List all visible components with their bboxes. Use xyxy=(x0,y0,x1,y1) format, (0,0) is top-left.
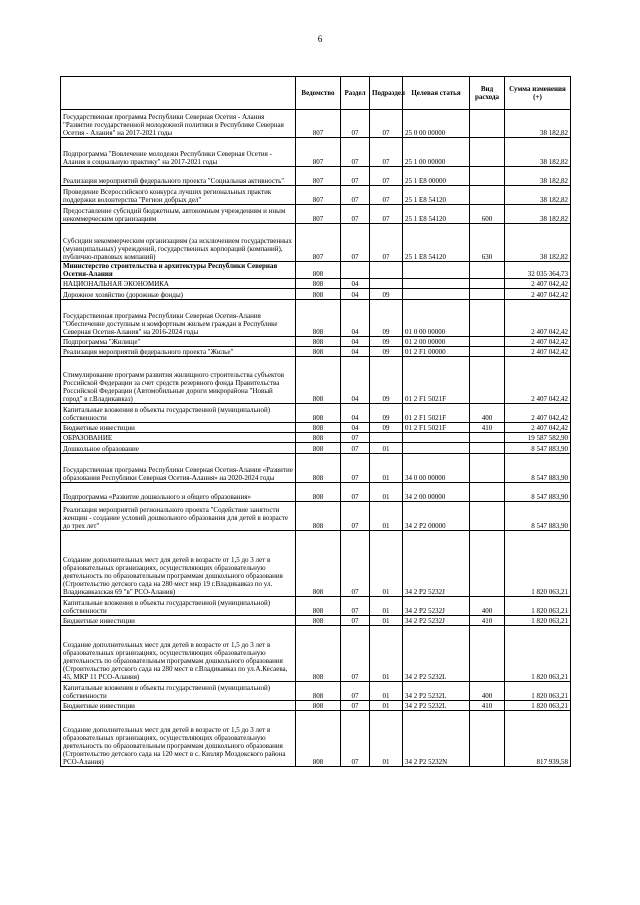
cell-csr: 34 2 P2 00000 xyxy=(403,502,470,531)
cell-razdel: 07 xyxy=(341,138,370,167)
cell-vr xyxy=(470,454,505,483)
cell-sum: 2 407 042,42 xyxy=(505,337,571,347)
cell-podrazdel: 01 xyxy=(370,616,403,626)
cell-podrazdel: 09 xyxy=(370,404,403,423)
table-row xyxy=(61,483,571,502)
cell-csr: 25 1 E8 00000 xyxy=(403,167,470,186)
cell-vedomstvo: 808 xyxy=(296,616,341,626)
cell-vedomstvo: 807 xyxy=(296,110,341,138)
cell-podrazdel: 01 xyxy=(370,454,403,483)
cell-csr xyxy=(403,262,470,279)
cell-podrazdel: 01 xyxy=(370,597,403,616)
cell-vr: 410 xyxy=(470,616,505,626)
cell-sum: 19 587 582,90 xyxy=(505,433,571,443)
cell-podrazdel: 09 xyxy=(370,347,403,357)
header-razdel: Раздел xyxy=(341,77,370,110)
cell-csr: 01 2 F1 5021F xyxy=(403,404,470,423)
cell-podrazdel: 07 xyxy=(370,110,403,138)
cell-sum: 1 820 063,21 xyxy=(505,531,571,597)
cell-vedomstvo: 808 xyxy=(296,682,341,701)
cell-razdel: 04 xyxy=(341,337,370,347)
cell-vedomstvo: 808 xyxy=(296,404,341,423)
table-row xyxy=(61,110,571,138)
table-row xyxy=(61,224,571,262)
cell-podrazdel: 07 xyxy=(370,167,403,186)
table-row xyxy=(61,616,571,626)
cell-razdel: 07 xyxy=(341,682,370,701)
cell-vedomstvo: 807 xyxy=(296,138,341,167)
cell-vr xyxy=(470,531,505,597)
cell-razdel: 07 xyxy=(341,224,370,262)
cell-csr: 01 2 F1 5021F xyxy=(403,357,470,404)
cell-vedomstvo: 808 xyxy=(296,454,341,483)
cell-sum: 2 407 042,42 xyxy=(505,423,571,433)
cell-name: Бюджетные инвестиции xyxy=(61,423,296,433)
table-row xyxy=(61,404,571,423)
cell-sum: 38 182,82 xyxy=(505,167,571,186)
cell-vr: 400 xyxy=(470,682,505,701)
cell-podrazdel: 01 xyxy=(370,443,403,454)
cell-vedomstvo: 807 xyxy=(296,186,341,205)
budget-table xyxy=(60,76,571,767)
cell-podrazdel xyxy=(370,279,403,289)
cell-sum: 1 820 063,21 xyxy=(505,616,571,626)
cell-sum: 2 407 042,42 xyxy=(505,357,571,404)
cell-vedomstvo: 808 xyxy=(296,262,341,279)
table-row xyxy=(61,186,571,205)
cell-sum: 38 182,82 xyxy=(505,138,571,167)
cell-name: Капитальные вложения в объекты государственной (муниципальной) собственности xyxy=(61,597,296,616)
cell-sum: 38 182,82 xyxy=(505,186,571,205)
table-row xyxy=(61,682,571,701)
cell-razdel: 07 xyxy=(341,701,370,711)
cell-csr xyxy=(403,433,470,443)
table-row xyxy=(61,454,571,483)
cell-name: ОБРАЗОВАНИЕ xyxy=(61,433,296,443)
cell-podrazdel: 07 xyxy=(370,186,403,205)
cell-csr: 34 2 P2 5232J xyxy=(403,531,470,597)
cell-razdel: 07 xyxy=(341,626,370,682)
cell-csr: 34 2 P2 5232J xyxy=(403,616,470,626)
cell-name: Капитальные вложения в объекты государственной (муниципальной) собственности xyxy=(61,404,296,423)
cell-podrazdel: 07 xyxy=(370,224,403,262)
cell-sum: 1 820 063,21 xyxy=(505,701,571,711)
cell-sum: 8 547 883,90 xyxy=(505,443,571,454)
cell-csr: 25 1 00 00000 xyxy=(403,138,470,167)
cell-vedomstvo: 808 xyxy=(296,347,341,357)
cell-csr: 25 1 E8 54120 xyxy=(403,205,470,224)
cell-razdel: 04 xyxy=(341,279,370,289)
cell-csr: 25 0 00 00000 xyxy=(403,110,470,138)
header-vr: Вид расхода xyxy=(470,77,505,110)
cell-vr xyxy=(470,502,505,531)
cell-razdel: 07 xyxy=(341,616,370,626)
cell-razdel: 07 xyxy=(341,597,370,616)
cell-vedomstvo: 807 xyxy=(296,167,341,186)
table-row xyxy=(61,423,571,433)
cell-vedomstvo: 808 xyxy=(296,531,341,597)
cell-sum: 8 547 883,90 xyxy=(505,502,571,531)
cell-podrazdel: 07 xyxy=(370,205,403,224)
cell-name: Создание дополнительных мест для детей в возрасте от 1,5 до 3 лет в образовательных организациях, осуществляющих образовательную деятельность по образовательным программам дошкольного образования (Строительство детского сада на 280 мест мкр 19 г.Владикавказ по ул. Владикавказская 69 "в" РСО-Алания) xyxy=(61,531,296,597)
cell-podrazdel: 01 xyxy=(370,531,403,597)
cell-vr xyxy=(470,626,505,682)
cell-vr xyxy=(470,443,505,454)
cell-podrazdel: 01 xyxy=(370,502,403,531)
cell-name: Предоставление субсидий бюджетным, автономным учреждениям и иным некоммерческим организациям xyxy=(61,205,296,224)
cell-vr xyxy=(470,262,505,279)
cell-razdel: 07 xyxy=(341,205,370,224)
cell-sum: 1 820 063,21 xyxy=(505,597,571,616)
cell-csr: 25 1 E8 54120 xyxy=(403,224,470,262)
cell-vr xyxy=(470,279,505,289)
cell-vedomstvo: 807 xyxy=(296,224,341,262)
cell-csr xyxy=(403,289,470,300)
cell-podrazdel: 01 xyxy=(370,626,403,682)
cell-vr: 400 xyxy=(470,597,505,616)
cell-vr xyxy=(470,138,505,167)
cell-vr xyxy=(470,186,505,205)
cell-name: Стимулирование программ развития жилищного строительства субъектов Российской Федерации за счет средств резервного фонда Правительства Российской Федерации (Автомобильные дороги микрорайона "Новый город" в г.Владикавказ) xyxy=(61,357,296,404)
cell-csr xyxy=(403,443,470,454)
cell-name: Капитальные вложения в объекты государственной (муниципальной) собственности xyxy=(61,682,296,701)
cell-vedomstvo: 807 xyxy=(296,205,341,224)
cell-podrazdel: 09 xyxy=(370,300,403,337)
cell-vr xyxy=(470,711,505,767)
table-body xyxy=(61,110,571,767)
cell-csr: 25 1 E8 54120 xyxy=(403,186,470,205)
cell-sum: 38 182,82 xyxy=(505,205,571,224)
cell-vr xyxy=(470,167,505,186)
cell-sum: 8 547 883,90 xyxy=(505,454,571,483)
cell-csr: 34 2 P2 5232N xyxy=(403,711,470,767)
cell-podrazdel: 01 xyxy=(370,711,403,767)
header-vedomstvo: Ведомство xyxy=(296,77,341,110)
cell-csr: 01 0 00 00000 xyxy=(403,300,470,337)
page-number: 6 xyxy=(317,34,323,44)
cell-vr: 630 xyxy=(470,224,505,262)
table-row xyxy=(61,167,571,186)
cell-vr xyxy=(470,483,505,502)
cell-vedomstvo: 808 xyxy=(296,289,341,300)
table-row xyxy=(61,279,571,289)
cell-vedomstvo: 808 xyxy=(296,443,341,454)
cell-vr: 600 xyxy=(470,205,505,224)
cell-vr xyxy=(470,337,505,347)
cell-csr: 34 2 P2 5232L xyxy=(403,682,470,701)
cell-csr: 34 0 00 00000 xyxy=(403,454,470,483)
cell-razdel: 04 xyxy=(341,404,370,423)
table-row xyxy=(61,597,571,616)
table-row xyxy=(61,711,571,767)
cell-csr: 34 2 P2 5232L xyxy=(403,701,470,711)
cell-vr xyxy=(470,110,505,138)
cell-sum: 38 182,82 xyxy=(505,110,571,138)
cell-sum: 8 547 883,90 xyxy=(505,483,571,502)
cell-csr xyxy=(403,279,470,289)
cell-podrazdel: 09 xyxy=(370,289,403,300)
table-row xyxy=(61,205,571,224)
table-row xyxy=(61,502,571,531)
cell-razdel: 04 xyxy=(341,347,370,357)
cell-csr: 01 2 F1 00000 xyxy=(403,347,470,357)
table-header-row xyxy=(61,77,571,110)
cell-razdel: 07 xyxy=(341,167,370,186)
table-row xyxy=(61,626,571,682)
cell-sum: 32 035 364,73 xyxy=(505,262,571,279)
cell-csr: 34 2 P2 5232J xyxy=(403,597,470,616)
cell-vr xyxy=(470,357,505,404)
table-row xyxy=(61,300,571,337)
cell-razdel xyxy=(341,262,370,279)
cell-name: Подпрограмма «Развитие дошкольного и общего образования» xyxy=(61,483,296,502)
header-name xyxy=(61,77,296,110)
cell-podrazdel: 09 xyxy=(370,357,403,404)
table-row xyxy=(61,347,571,357)
cell-podrazdel: 01 xyxy=(370,701,403,711)
cell-razdel: 07 xyxy=(341,443,370,454)
cell-vedomstvo: 808 xyxy=(296,711,341,767)
cell-sum: 2 407 042,42 xyxy=(505,300,571,337)
cell-name: Субсидии некоммерческим организациям (за исключением государственных (муниципальных) учреждений, государственных корпораций (компаний), публично-правовых компаний) xyxy=(61,224,296,262)
cell-podrazdel xyxy=(370,262,403,279)
cell-razdel: 04 xyxy=(341,423,370,433)
header-sum: Сумма изменения (+) xyxy=(505,77,571,110)
cell-razdel: 07 xyxy=(341,711,370,767)
cell-vr xyxy=(470,433,505,443)
cell-name: Дошкольное образование xyxy=(61,443,296,454)
cell-name: Бюджетные инвестиции xyxy=(61,701,296,711)
cell-razdel: 04 xyxy=(341,289,370,300)
cell-podrazdel xyxy=(370,433,403,443)
cell-name: Бюджетные инвестиции xyxy=(61,616,296,626)
cell-csr: 34 2 00 00000 xyxy=(403,483,470,502)
cell-sum: 2 407 042,42 xyxy=(505,404,571,423)
cell-podrazdel: 09 xyxy=(370,337,403,347)
cell-podrazdel: 01 xyxy=(370,682,403,701)
table-row xyxy=(61,337,571,347)
cell-csr: 34 2 P2 5232L xyxy=(403,626,470,682)
cell-razdel: 04 xyxy=(341,300,370,337)
cell-vedomstvo: 808 xyxy=(296,502,341,531)
cell-razdel: 07 xyxy=(341,110,370,138)
cell-vedomstvo: 808 xyxy=(296,701,341,711)
cell-sum: 2 407 042,42 xyxy=(505,347,571,357)
cell-name: Создание дополнительных мест для детей в возрасте от 1,5 до 3 лет в образовательных организациях, осуществляющих образовательную деятельность по образовательным программам дошкольного образования (Строительство детского сада на 280 мест в г.Владикавказ по ул.А.Кесаева, 45, МКР 11 РСО-Алания) xyxy=(61,626,296,682)
cell-name: Реализация мероприятий регионального проекта "Содействие занятости женщин - создание условий дошкольного образования для детей в возрасте до трех лет" xyxy=(61,502,296,531)
cell-name: НАЦИОНАЛЬНАЯ ЭКОНОМИКА xyxy=(61,279,296,289)
cell-podrazdel: 01 xyxy=(370,483,403,502)
cell-sum: 1 820 063,21 xyxy=(505,626,571,682)
cell-sum: 38 182,82 xyxy=(505,224,571,262)
cell-razdel: 07 xyxy=(341,433,370,443)
cell-csr: 01 2 F1 5021F xyxy=(403,423,470,433)
cell-vr: 400 xyxy=(470,404,505,423)
table-row xyxy=(61,701,571,711)
cell-sum: 817 939,58 xyxy=(505,711,571,767)
table-row xyxy=(61,138,571,167)
cell-sum: 2 407 042,42 xyxy=(505,289,571,300)
cell-vedomstvo: 808 xyxy=(296,626,341,682)
cell-vedomstvo: 808 xyxy=(296,483,341,502)
cell-name: Государственная программа Республики Северная Осетия - Алания "Развитие государственной молодежной политики в Республике Северная Осетия - Алания" на 2017-2021 годы xyxy=(61,110,296,138)
cell-name: Проведение Всероссийского конкурса лучших региональных практик поддержки волонтерства "Регион добрых дел" xyxy=(61,186,296,205)
cell-vr xyxy=(470,347,505,357)
cell-name: Создание дополнительных мест для детей в возрасте от 1,5 до 3 лет в образовательных организациях, осуществляющих образовательную деятельность по образовательным программам дошкольного образования (Строительство детского сада на 120 мест в с. Кизляр Моздокского района РСО-Алания) xyxy=(61,711,296,767)
cell-razdel: 07 xyxy=(341,454,370,483)
table-row xyxy=(61,357,571,404)
cell-vr xyxy=(470,289,505,300)
cell-vedomstvo: 808 xyxy=(296,597,341,616)
cell-sum: 1 820 063,21 xyxy=(505,682,571,701)
table-row xyxy=(61,443,571,454)
cell-vedomstvo: 808 xyxy=(296,279,341,289)
cell-vedomstvo: 808 xyxy=(296,337,341,347)
cell-vr: 410 xyxy=(470,701,505,711)
cell-vedomstvo: 808 xyxy=(296,357,341,404)
cell-vr: 410 xyxy=(470,423,505,433)
cell-name: Государственная программа Республики Северная Осетия-Алания "Обеспечение доступным и комфортным жильем граждан в Республике Северная Осетия-Алания" на 2016-2024 годы xyxy=(61,300,296,337)
cell-razdel: 07 xyxy=(341,502,370,531)
cell-name: Реализация мероприятий федерального проекта "Жилье" xyxy=(61,347,296,357)
cell-vedomstvo: 808 xyxy=(296,423,341,433)
header-csr: Целевая статья xyxy=(403,77,470,110)
cell-name: Дорожное хозяйство (дорожные фонды) xyxy=(61,289,296,300)
table-row xyxy=(61,262,571,279)
cell-name: Реализация мероприятий федерального проекта "Социальная активность" xyxy=(61,167,296,186)
table-row xyxy=(61,433,571,443)
cell-sum: 2 407 042,42 xyxy=(505,279,571,289)
header-podrazdel: Подраздел xyxy=(370,77,403,110)
cell-razdel: 07 xyxy=(341,483,370,502)
cell-podrazdel: 09 xyxy=(370,423,403,433)
cell-vedomstvo: 808 xyxy=(296,433,341,443)
cell-podrazdel: 07 xyxy=(370,138,403,167)
cell-name: Министерство строительства и архитектуры Республики Северная Осетия-Алания xyxy=(61,262,296,279)
cell-razdel: 07 xyxy=(341,531,370,597)
table-row xyxy=(61,531,571,597)
cell-name: Государственная программа Республики Северная Осетия-Алания «Развитие образования Республики Северная Осетия-Алания» на 2020-2024 годы xyxy=(61,454,296,483)
cell-razdel: 07 xyxy=(341,186,370,205)
cell-name: Подпрограмма "Вовлечение молодежи Республики Северная Осетия - Алания в социальную практику" на 2017-2021 годы xyxy=(61,138,296,167)
table-row xyxy=(61,289,571,300)
cell-name: Подпрограмма "Жилище" xyxy=(61,337,296,347)
cell-razdel: 04 xyxy=(341,357,370,404)
cell-vr xyxy=(470,300,505,337)
cell-csr: 01 2 00 00000 xyxy=(403,337,470,347)
cell-vedomstvo: 808 xyxy=(296,300,341,337)
